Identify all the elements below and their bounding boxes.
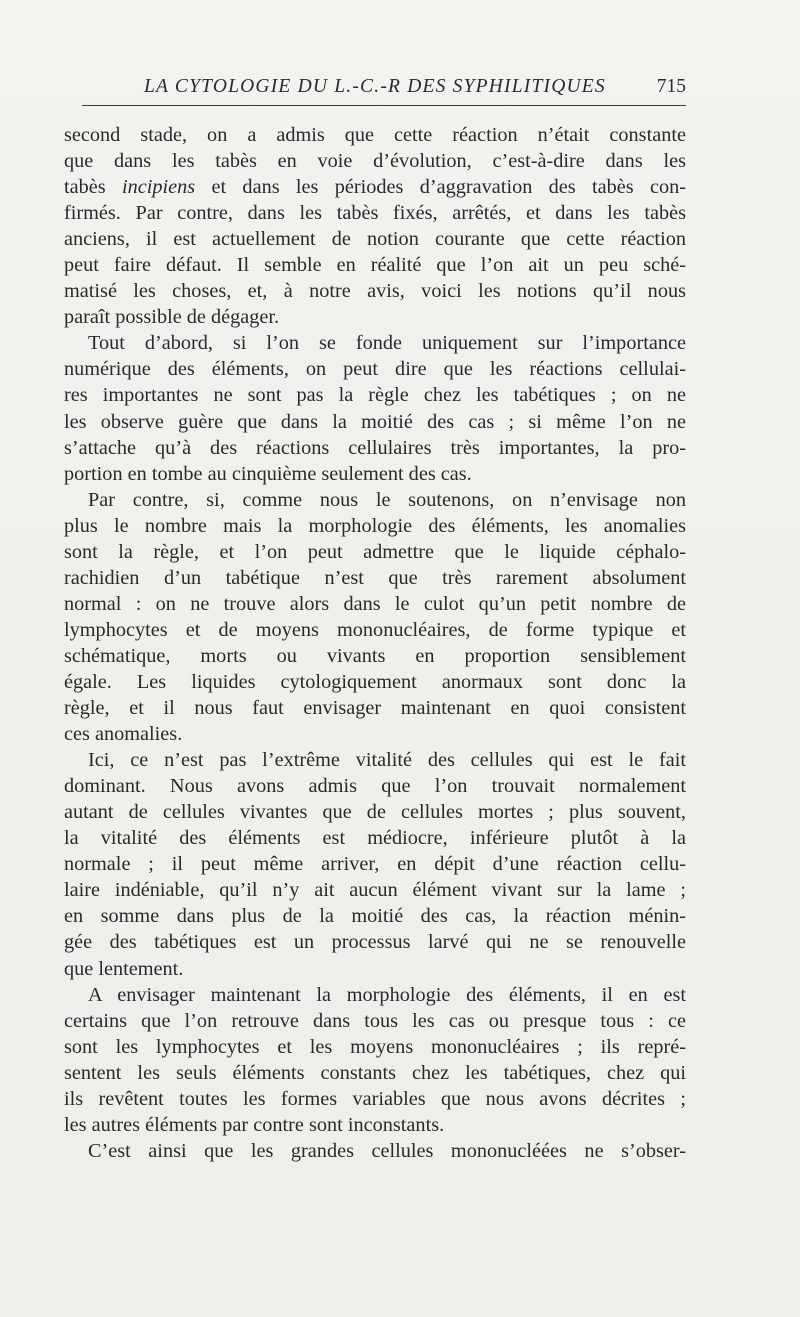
text-line: s’attache qu’à des réactions cellulaires très importantes, la pro- [64,436,686,459]
italic-term: incipiens [121,176,196,199]
text-line: normal : on ne trouve alors dans le culot qu’un petit nombre de [64,592,686,615]
text-line: matisé les choses, et, à notre avis, voici les notions qu’il nous [64,280,686,303]
text-line: gée des tabétiques est un processus larvé qui ne se renouvelle [64,931,686,954]
text-line: schématique, morts ou vivants en proportion sensiblement [64,644,686,667]
text-line: anciens, il est actuellement de notion courante que cette réaction [64,228,686,251]
text-line: les autres éléments par contre sont inconstants. [64,1113,445,1136]
running-title: LA CYTOLOGIE DU L.-C.-R DES SYPHILITIQUES [144,76,606,97]
text-line: plus le nombre mais la morphologie des éléments, les anomalies [64,514,686,537]
text-line: Tout d’abord, si l’on se fonde uniquement sur l’importance [88,332,686,355]
text-line: autant de cellules vivantes que de cellules mortes ; plus souvent, [64,801,686,824]
text-line: Ici, ce n’est pas l’extrême vitalité des cellules qui est le fait [88,749,686,772]
text-line: A envisager maintenant la morphologie des éléments, il en est [88,983,686,1006]
header-rule [82,105,686,106]
text-line: lymphocytes et de moyens mononucléaires, de forme typique et [64,618,686,641]
text-line: que lentement. [64,957,184,980]
page-header [64,74,686,104]
text-line: normale ; il peut même arriver, en dépit d’une réaction cellu- [64,853,686,876]
page-number: 715 [656,76,686,97]
text-line: firmés. Par contre, dans les tabès fixés, arrêtés, et dans les tabès [64,202,686,225]
text-line: numérique des éléments, on peut dire que les réactions cellulai- [64,358,686,381]
text-line: les observe guère que dans la moitié des cas ; si même l’on ne [64,410,686,433]
text-line: paraît possible de dégager. [64,306,280,329]
text-line: tabès incipiens et dans les périodes d’aggravation des tabès con- [64,176,686,199]
text-line: peut faire défaut. Il semble en réalité que l’on ait un peu sché- [64,254,686,277]
text-line: en somme dans plus de la moitié des cas, la réaction ménin- [64,905,686,928]
text-line: ces anomalies. [64,723,183,746]
text-line: dominant. Nous avons admis que l’on trouvait normalement [64,775,686,798]
text-line: sont les lymphocytes et les moyens mononucléaires ; ils repré- [64,1035,686,1058]
text-line: sont la règle, et l’on peut admettre que le liquide céphalo- [64,540,686,563]
text-line: que dans les tabès en voie d’évolution, c’est-à-dire dans les [64,150,686,173]
text-line: C’est ainsi que les grandes cellules mononucléées ne s’obser- [88,1139,686,1162]
text-line: second stade, on a admis que cette réaction n’était constante [64,124,686,146]
text-line: règle, et il nous faut envisager maintenant en quoi consistent [64,697,686,720]
text-line: portion en tombe au cinquième seulement des cas. [64,462,472,485]
text-line: certains que l’on retrouve dans tous les cas ou presque tous : ce [64,1009,686,1032]
body-text [64,122,686,1164]
text-line: égale. Les liquides cytologiquement anormaux sont donc la [64,670,686,693]
text-line: Par contre, si, comme nous le soutenons, on n’envisage non [88,488,686,511]
text-line: rachidien d’un tabétique n’est que très rarement absolument [64,566,686,589]
text-line: sentent les seuls éléments constants chez les tabétiques, chez qui [64,1061,686,1084]
text-line: ils revêtent toutes les formes variables que nous avons décrites ; [64,1087,686,1110]
text-line: laire indéniable, qu’il n’y ait aucun élément vivant sur la lame ; [64,879,686,902]
text-line: res importantes ne sont pas la règle chez les tabétiques ; on ne [64,384,686,407]
text-line: la vitalité des éléments est médiocre, inférieure plutôt à la [64,827,686,850]
